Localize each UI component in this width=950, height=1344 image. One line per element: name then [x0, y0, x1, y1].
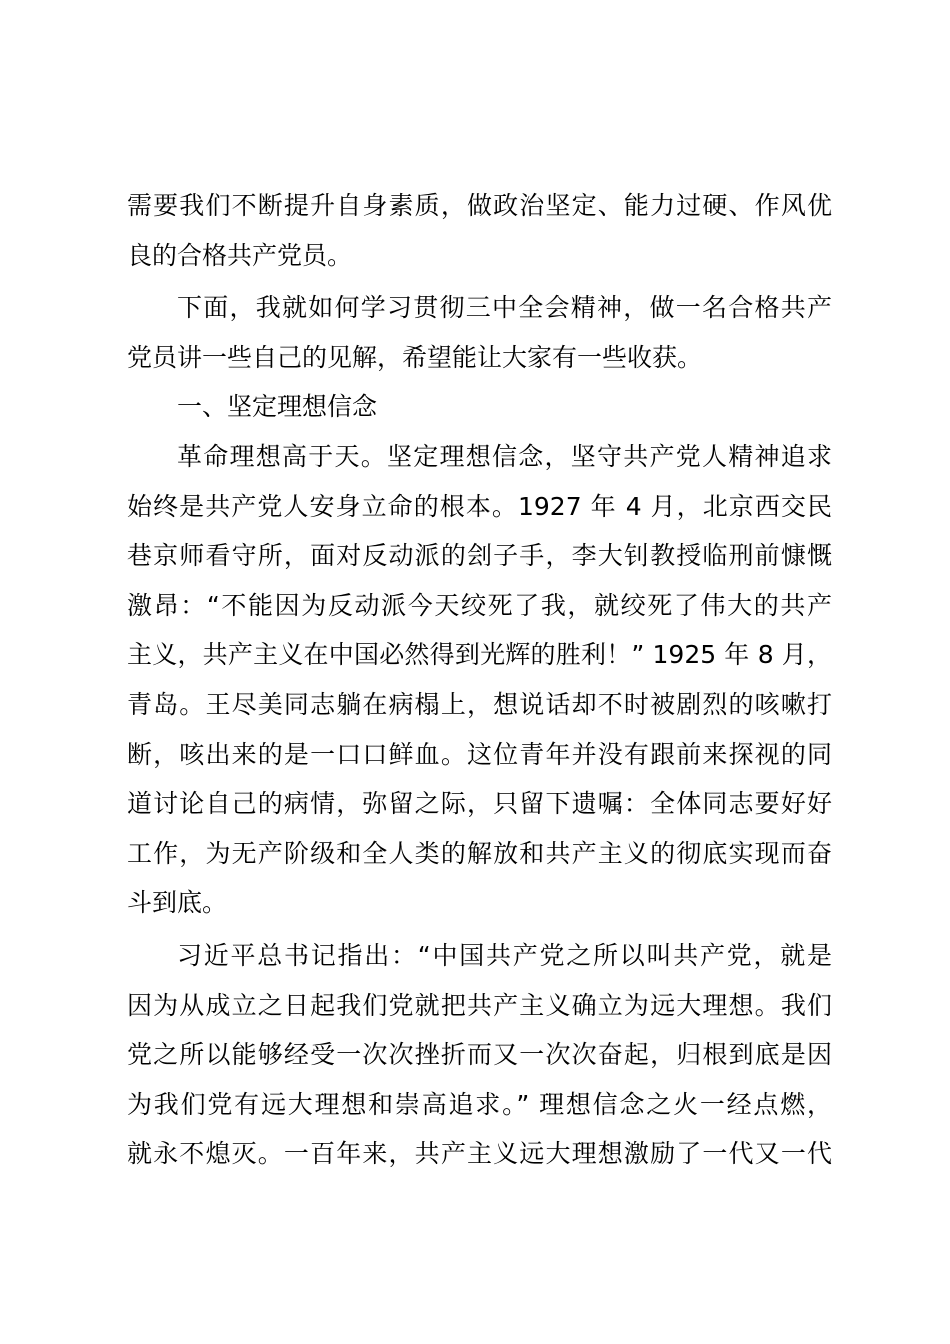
text-line: 激昂：“不能因为反动派今天绞死了我，就绞死了伟大的共产: [127, 590, 832, 620]
text-line: 下面，我就如何学习贯彻三中全会精神，做一名合格共产: [177, 293, 832, 323]
text-line: 主义，共产主义在中国必然得到光辉的胜利！” 1925 年 8 月，: [127, 640, 832, 670]
text-line: 党之所以能够经受一次次挫折而又一次次奋起，归根到底是因: [127, 1040, 832, 1070]
section-heading: [127, 382, 832, 432]
paragraph: [127, 283, 832, 382]
paragraph: [127, 432, 832, 928]
text-line: 需要我们不断提升自身素质，做政治坚定、能力过硬、作风优: [127, 191, 832, 220]
text-line: 因为从成立之日起我们党就把共产主义确立为远大理想。我们: [127, 990, 832, 1020]
text-line: 党员讲一些自己的见解，希望能让大家有一些收获。: [127, 342, 703, 372]
paragraph: [127, 931, 832, 1179]
text-line: 青岛。王尽美同志躺在病榻上，想说话却不时被剧烈的咳嗽打: [127, 689, 832, 719]
text-line: 革命理想高于天。坚定理想信念，坚守共产党人精神追求: [177, 441, 832, 471]
text-line: 习近平总书记指出：“中国共产党之所以叫共产党，就是: [177, 940, 832, 970]
text-line: 断，咳出来的是一口口鲜血。这位青年并没有跟前来探视的同: [127, 739, 832, 769]
text-line: 就永不熄灭。一百年来，共产主义远大理想激励了一代又一代: [127, 1139, 832, 1169]
text-line: 为我们党有远大理想和崇高追求。” 理想信念之火一经点燃，: [127, 1089, 832, 1119]
text-line: 工作，为无产阶级和全人类的解放和共产主义的彻底实现而奋: [127, 838, 832, 868]
paragraph: [127, 181, 832, 280]
text-line: 始终是共产党人安身立命的根本。1927 年 4 月，北京西交民: [127, 491, 832, 521]
document-body: [127, 181, 832, 1179]
text-line: 良的合格共产党员。: [127, 240, 353, 270]
text-line: 道讨论自己的病情，弥留之际，只留下遗嘱：全体同志要好好: [127, 789, 832, 819]
text-line: 斗到底。: [127, 888, 228, 918]
heading-text: 一、坚定理想信念: [177, 392, 378, 422]
text-line: 巷京师看守所，面对反动派的刽子手，李大钊教授临刑前慷慨: [127, 541, 832, 571]
